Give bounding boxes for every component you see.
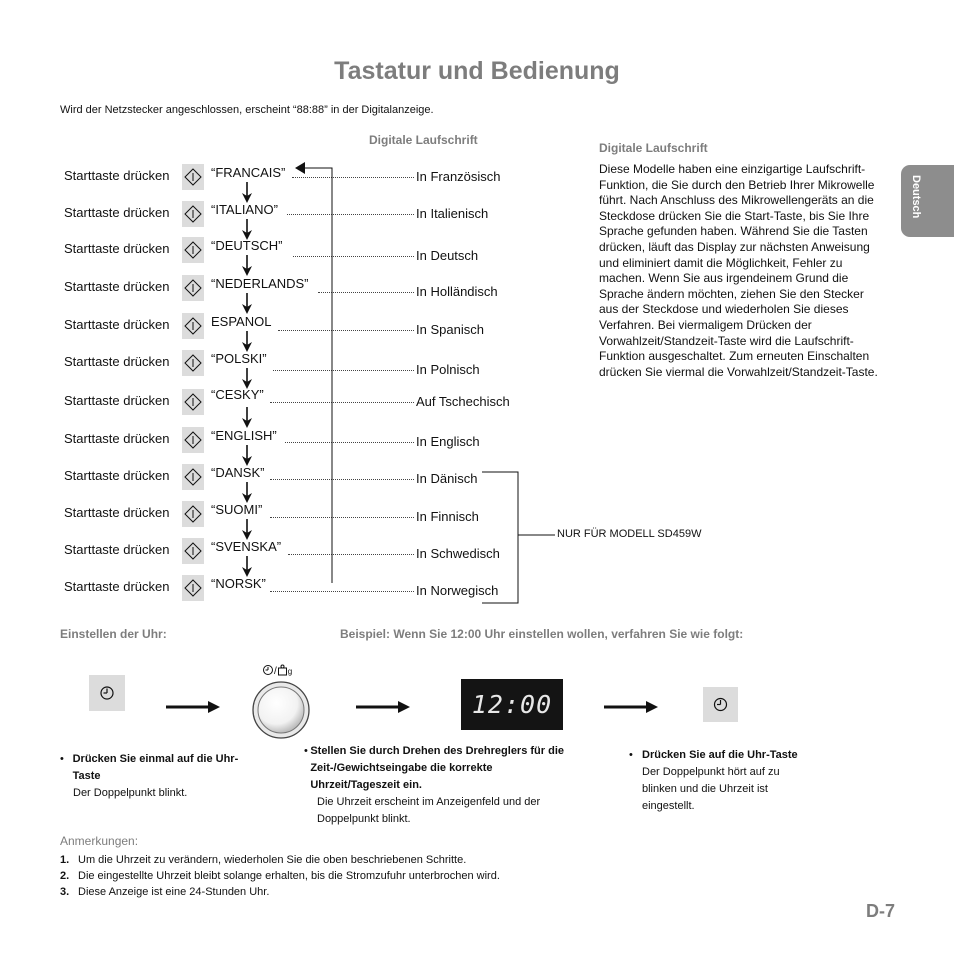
row-action-label: Starttaste drücken bbox=[64, 542, 170, 557]
start-diamond-icon bbox=[182, 164, 204, 190]
step-3-note: Der Doppelpunkt hört auf zu blinken und die Uhrzeit ist eingestellt. bbox=[642, 766, 780, 812]
clock-icon bbox=[89, 675, 125, 711]
note-1-text: Um die Uhrzeit zu verändern, wiederholen Sie die oben beschriebenen Schritte. bbox=[78, 854, 467, 866]
row-display-text: “NEDERLANDS” bbox=[211, 276, 309, 291]
info-heading: Digitale Laufschrift bbox=[599, 141, 708, 155]
start-diamond-icon bbox=[182, 427, 204, 453]
row-action-label: Starttaste drücken bbox=[64, 241, 170, 256]
start-diamond-icon bbox=[182, 275, 204, 301]
row-display-text: ESPANOL bbox=[211, 314, 272, 329]
down-arrow-icon bbox=[241, 445, 253, 467]
clock-button-confirm[interactable] bbox=[703, 687, 738, 722]
row-action-label: Starttaste drücken bbox=[64, 168, 170, 183]
row-result-text: In Schwedisch bbox=[416, 546, 500, 561]
row-result-text: In Italienisch bbox=[416, 206, 489, 221]
start-button[interactable] bbox=[182, 201, 204, 227]
start-button[interactable] bbox=[182, 313, 204, 339]
step-arrow-3 bbox=[604, 698, 660, 716]
row-display-text: “SVENSKA” bbox=[211, 539, 282, 554]
step-3-instruction: Drücken Sie auf die Uhr-Taste bbox=[642, 749, 798, 761]
row-action-label: Starttaste drücken bbox=[64, 579, 170, 594]
row-result-text: In Spanisch bbox=[416, 322, 484, 337]
dial-label-separator: / bbox=[274, 666, 277, 677]
diagram-heading: Digitale Laufschrift bbox=[369, 133, 478, 147]
row-display-text: “POLSKI” bbox=[211, 351, 267, 366]
row-result-text: In Deutsch bbox=[416, 248, 479, 263]
start-button[interactable] bbox=[182, 389, 204, 415]
row-connector-line bbox=[270, 591, 414, 592]
start-diamond-icon bbox=[182, 237, 204, 263]
start-button[interactable] bbox=[182, 350, 204, 376]
clock-example: Beispiel: Wenn Sie 12:00 Uhr einstellen wollen, verfahren Sie wie folgt: bbox=[340, 627, 744, 641]
start-diamond-icon bbox=[182, 350, 204, 376]
row-display-text: “SUOMI” bbox=[211, 502, 263, 517]
step-1-instruction: Drücken Sie einmal auf die Uhr-Taste bbox=[72, 753, 239, 782]
step-2: • Stellen Sie durch Drehen des Drehreglers für die Zeit-/Gewichtseingabe die korrekte Uhrzeit/Tageszeit ein. Die Uhrzeit erscheint im Anzeigenfeld und der Doppelpunkt blinkt. bbox=[304, 743, 579, 828]
start-button[interactable] bbox=[182, 275, 204, 301]
clock-button[interactable] bbox=[89, 675, 125, 711]
start-diamond-icon bbox=[182, 201, 204, 227]
row-action-label: Starttaste drücken bbox=[64, 468, 170, 483]
down-arrow-icon bbox=[241, 182, 253, 204]
start-button[interactable] bbox=[182, 575, 204, 601]
row-connector-line bbox=[270, 479, 414, 480]
start-diamond-icon bbox=[182, 575, 204, 601]
weight-icon bbox=[277, 664, 288, 676]
step-2-note: Die Uhrzeit erscheint im Anzeigenfeld und der Doppelpunkt blinkt. bbox=[317, 796, 541, 825]
row-result-text: In Norwegisch bbox=[416, 583, 499, 598]
start-diamond-icon bbox=[182, 464, 204, 490]
row-result-text: In Polnisch bbox=[416, 362, 480, 377]
model-bracket bbox=[480, 465, 560, 610]
start-button[interactable] bbox=[182, 237, 204, 263]
side-tab-label: Deutsch bbox=[910, 175, 922, 219]
row-display-text: “DANSK” bbox=[211, 465, 265, 480]
page-number: D-7 bbox=[866, 901, 896, 921]
weight-unit: g bbox=[287, 667, 293, 676]
row-display-text: “NORSK” bbox=[211, 576, 266, 591]
notes-list bbox=[60, 854, 620, 914]
start-diamond-icon bbox=[182, 389, 204, 415]
return-arrow-line bbox=[295, 158, 335, 598]
intro-text: Wird der Netzstecker angeschlossen, erscheint “88:88” in der Digitalanzeige. bbox=[60, 104, 434, 116]
note-2-text: Die eingestellte Uhrzeit bleibt solange erhalten, bis die Stromzufuhr unterbrochen wird. bbox=[78, 870, 500, 882]
down-arrow-icon bbox=[241, 519, 253, 541]
step-2-instruction: Stellen Sie durch Drehen des Drehreglers für die Zeit-/Gewichtseingabe die korrekte Uhrzeit/Tageszeit ein. bbox=[310, 745, 564, 791]
start-button[interactable] bbox=[182, 501, 204, 527]
page-title: Tastatur und Bedienung bbox=[334, 57, 620, 85]
down-arrow-icon bbox=[241, 407, 253, 429]
step-arrow-1 bbox=[166, 698, 222, 716]
start-button[interactable] bbox=[182, 538, 204, 564]
row-result-text: In Französisch bbox=[416, 169, 501, 184]
row-connector-line bbox=[270, 517, 414, 518]
row-display-text: “CESKY” bbox=[211, 387, 264, 402]
row-action-label: Starttaste drücken bbox=[64, 317, 170, 332]
note-2-number: 2. bbox=[60, 870, 70, 882]
time-weight-dial[interactable] bbox=[251, 680, 311, 740]
digital-display bbox=[461, 679, 563, 730]
clock-icon bbox=[703, 687, 738, 722]
note-3-number: 3. bbox=[60, 886, 70, 898]
row-display-text: “ITALIANO” bbox=[211, 202, 278, 217]
row-result-text: In Dänisch bbox=[416, 471, 478, 486]
clock-icon bbox=[262, 664, 274, 676]
row-display-text: “DEUTSCH” bbox=[211, 238, 283, 253]
start-button[interactable] bbox=[182, 464, 204, 490]
down-arrow-icon bbox=[241, 556, 253, 578]
row-display-text: “ENGLISH” bbox=[211, 428, 277, 443]
down-arrow-icon bbox=[241, 482, 253, 504]
down-arrow-icon bbox=[241, 331, 253, 353]
start-button[interactable] bbox=[182, 427, 204, 453]
step-1: • Drücken Sie einmal auf die Uhr-Taste Der Doppelpunkt blinkt. bbox=[60, 751, 260, 802]
info-paragraph: Diese Modelle haben eine einzigartige Laufschrift-Funktion, die Sie durch den Betrieb Ihrer Mikrowelle führt. Nach Anschluss des Mikrowellengeräts an die Steckdose drücken Sie die Start-Taste, bis Sie Ihre Sprache gefunden haben. Während Sie die Tasten drücken, läuft das Display zur nächsten Anweisung und eliminiert damit die Möglichkeit, Fehler zu machen. Wenn Sie aus irgendeinem Grund die Sprache ändern möchten, ziehen Sie den Stecker aus der Steckdose und wiederholen Sie dieses Verfahren. Bei viermaligem Drücken der Vorwahlzeit/Standzeit-Taste wird die Laufschrift-Funktion ausgeschaltet. Zum erneuten Einschalten drücken Sie viermal die Vorwahlzeit/Standzeit-Taste. bbox=[599, 162, 878, 379]
row-result-text: In Finnisch bbox=[416, 509, 479, 524]
note-3-text: Diese Anzeige ist eine 24-Stunden Uhr. bbox=[78, 886, 270, 898]
row-action-label: Starttaste drücken bbox=[64, 393, 170, 408]
row-result-text: Auf Tschechisch bbox=[416, 394, 510, 409]
notes-heading: Anmerkungen: bbox=[60, 834, 139, 848]
row-action-label: Starttaste drücken bbox=[64, 354, 170, 369]
step-1-note: Der Doppelpunkt blinkt. bbox=[73, 787, 188, 799]
start-diamond-icon bbox=[182, 501, 204, 527]
row-display-text: “FRANCAIS” bbox=[211, 165, 286, 180]
row-action-label: Starttaste drücken bbox=[64, 505, 170, 520]
start-button[interactable] bbox=[182, 164, 204, 190]
row-action-label: Starttaste drücken bbox=[64, 279, 170, 294]
start-diamond-icon bbox=[182, 538, 204, 564]
down-arrow-icon bbox=[241, 293, 253, 315]
row-action-label: Starttaste drücken bbox=[64, 205, 170, 220]
row-action-label: Starttaste drücken bbox=[64, 431, 170, 446]
row-connector-line bbox=[270, 402, 414, 403]
step-arrow-2 bbox=[356, 698, 412, 716]
clock-heading: Einstellen der Uhr: bbox=[60, 627, 167, 641]
row-result-text: In Englisch bbox=[416, 434, 480, 449]
dial-label bbox=[262, 664, 292, 677]
row-result-text: In Holländisch bbox=[416, 284, 498, 299]
model-note: NUR FÜR MODELL SD459W bbox=[557, 528, 702, 540]
note-1-number: 1. bbox=[60, 854, 70, 866]
start-diamond-icon bbox=[182, 313, 204, 339]
language-side-tab bbox=[901, 165, 954, 237]
display-readout: 12:00 bbox=[471, 690, 553, 719]
down-arrow-icon bbox=[241, 255, 253, 277]
step-3: • Drücken Sie auf die Uhr-Taste Der Doppelpunkt hört auf zu blinken und die Uhrzeit ist eingestellt. bbox=[629, 747, 829, 815]
